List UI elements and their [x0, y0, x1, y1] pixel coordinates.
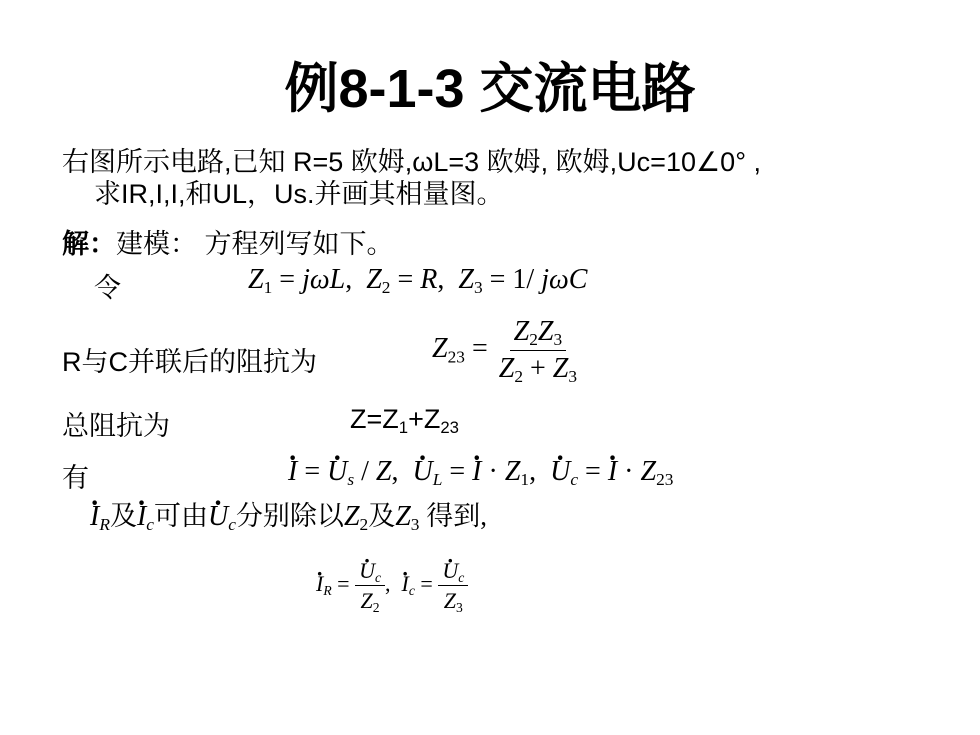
- solution-line: [62, 222, 394, 261]
- ic-fraction: · $\frac{U_c}{Z_3}$: [438, 558, 468, 614]
- problem-line-2: 求IR,I,I,和UL，Us.并画其相量图。: [94, 179, 504, 209]
- solution-colon: ：: [89, 229, 116, 259]
- current-voltage-equations: · I = · $U_s$ / Z, · $U_L$ = · $I \cdot Z_1$, · $U_c$ = · $I \cdot Z_{23}$: [288, 456, 673, 488]
- total-label: 总阻抗为: [62, 411, 170, 441]
- branch-current-formulas: · $I_R$ = · $\frac{U_c}{Z_2}$ , · $I_c$ = · $\frac{U_c}{Z_3}$: [316, 558, 468, 614]
- parallel-fraction: $\frac{Z_2Z_3}{Z_2 + Z_3}$: [498, 316, 578, 387]
- solution-label: 解: [62, 229, 89, 259]
- ir-fraction: · $\frac{U_c}{Z_2}$: [355, 558, 385, 614]
- total-impedance-equation: $Z=Z_1+Z_{23}$: [350, 404, 459, 438]
- divide-description: · $I_R$及· $I_c$可由· $U_c$分别除以$Z_2$及$Z_3$ 得到,: [90, 494, 487, 533]
- problem-line-1: 右图所示电路,已知 R=5 欧姆,ωL=3 欧姆, 欧姆,Uc=10∠0° ,: [62, 147, 761, 177]
- parallel-label: R与C并联后的阻抗为: [62, 347, 317, 377]
- let-word: 令: [94, 273, 121, 303]
- have-word: 有: [62, 463, 89, 493]
- impedance-definitions: $Z_1 = j\omega L$, $Z_2 = R$, $Z_3 = 1/$ jωC: [248, 264, 588, 298]
- solution-step: 建模： 方程列写如下。: [116, 229, 394, 259]
- parallel-impedance-formula: $Z_{23}$ = $\frac{Z_2Z_3}{Z_2 + Z_3}$: [432, 316, 581, 385]
- slide-title: 例8-1-3 交流电路: [284, 59, 696, 119]
